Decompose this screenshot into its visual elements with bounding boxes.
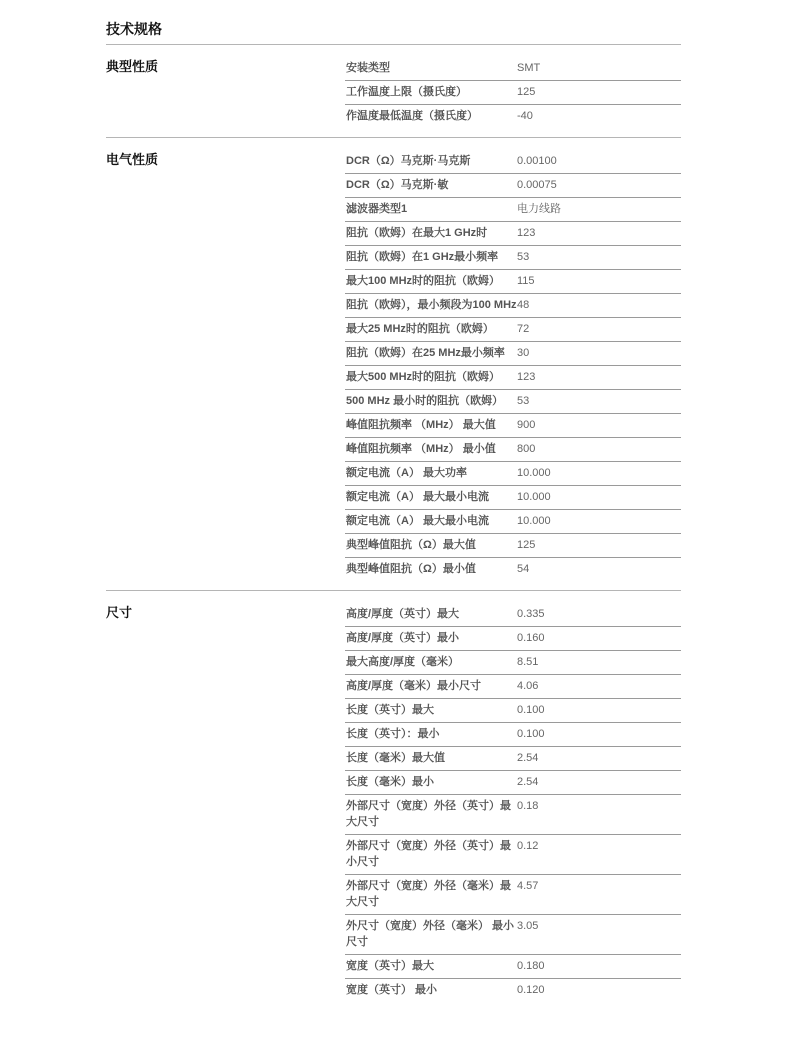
spec-label: 长度（毫米）最大值 <box>346 752 445 764</box>
spec-label: 最大100 MHz时的阻抗（欧姆） <box>346 275 501 287</box>
section-typical-properties <box>106 45 681 138</box>
spec-label: 外部尺寸（宽度）外径（英寸）最小尺寸 <box>346 840 511 868</box>
spec-value: 0.00100 <box>517 155 557 167</box>
spec-row <box>345 222 681 246</box>
spec-value: 115 <box>517 275 535 287</box>
spec-value: 800 <box>517 443 536 455</box>
spec-value: 125 <box>517 539 536 551</box>
spec-row <box>345 174 681 198</box>
spec-label: 外部尺寸（宽度）外径（毫米）最大尺寸 <box>346 880 511 908</box>
spec-value: 0.00075 <box>517 179 557 191</box>
spec-value: 0.120 <box>517 984 545 996</box>
spec-label: 峰值阻抗频率 （MHz） 最小值 <box>346 443 496 455</box>
spec-row <box>345 627 681 651</box>
section-heading: 电气性质 <box>106 152 159 167</box>
spec-row <box>345 651 681 675</box>
spec-container <box>106 0 681 1011</box>
spec-row <box>345 558 681 581</box>
spec-row <box>345 699 681 723</box>
spec-row <box>345 675 681 699</box>
spec-label: 峰值阻抗频率 （MHz） 最大值 <box>346 419 496 431</box>
spec-value: 0.100 <box>517 728 545 740</box>
spec-row <box>345 835 681 875</box>
spec-row <box>345 747 681 771</box>
spec-value: 125 <box>517 86 536 98</box>
spec-label: 阻抗（欧姆）在1 GHz最小频率 <box>346 251 499 263</box>
spec-value: SMT <box>517 62 541 74</box>
spec-row <box>345 462 681 486</box>
spec-row <box>345 771 681 795</box>
spec-value: 0.12 <box>517 840 539 852</box>
spec-row <box>345 390 681 414</box>
spec-value: 0.180 <box>517 960 545 972</box>
spec-value: 0.18 <box>517 800 539 812</box>
spec-value: 30 <box>517 347 530 359</box>
spec-value: 10.000 <box>517 515 551 527</box>
spec-value: 4.06 <box>517 680 539 692</box>
spec-value: -40 <box>517 110 533 122</box>
spec-label: 最大高度/厚度（毫米） <box>346 656 460 668</box>
spec-row <box>345 723 681 747</box>
spec-value: 0.160 <box>517 632 545 644</box>
spec-label: DCR（Ω）马克斯·马克斯 <box>346 155 471 167</box>
spec-row <box>345 534 681 558</box>
spec-value: 123 <box>517 371 536 383</box>
spec-label: 长度（英寸）：最小 <box>346 728 440 740</box>
spec-label: 额定电流（A） 最大最小电流 <box>346 491 489 503</box>
spec-value: 2.54 <box>517 752 539 764</box>
spec-table <box>345 150 681 581</box>
spec-label: 典型峰值阻抗（Ω）最大值 <box>346 539 476 551</box>
spec-label: 阻抗（欧姆），最小频段为100 MHz <box>346 299 517 311</box>
spec-row <box>345 603 681 627</box>
spec-label: 外部尺寸（宽度）外径（英寸）最大尺寸 <box>346 800 511 828</box>
spec-value: 53 <box>517 251 530 263</box>
spec-value: 54 <box>517 563 530 575</box>
spec-label: 500 MHz 最小时的阻抗（欧姆） <box>346 395 504 407</box>
spec-label: 工作温度上限（摄氏度） <box>346 86 467 98</box>
spec-row <box>345 270 681 294</box>
spec-label: 阻抗（欧姆）在25 MHz最小频率 <box>346 347 505 359</box>
spec-label: 额定电流（A） 最大最小电流 <box>346 515 489 527</box>
spec-value: 4.57 <box>517 880 539 892</box>
spec-table <box>345 57 681 128</box>
spec-row <box>345 294 681 318</box>
spec-value: 3.05 <box>517 920 539 932</box>
spec-value: 48 <box>517 299 530 311</box>
spec-row <box>345 366 681 390</box>
spec-label: 高度/厚度（毫米）最小尺寸 <box>346 680 482 692</box>
spec-value: 10.000 <box>517 467 551 479</box>
spec-label: 安装类型 <box>346 62 390 74</box>
spec-row <box>345 342 681 366</box>
spec-label: 长度（英寸）最大 <box>346 704 434 716</box>
page-title: 技术规格 <box>106 0 681 45</box>
spec-value: 123 <box>517 227 536 239</box>
spec-row <box>345 510 681 534</box>
spec-label: 长度（毫米）最小 <box>346 776 434 788</box>
spec-label: 高度/厚度（英寸）最大 <box>346 608 460 620</box>
spec-value: 53 <box>517 395 530 407</box>
spec-row <box>345 105 681 128</box>
spec-value: 2.54 <box>517 776 539 788</box>
spec-label: 宽度（英寸） 最小 <box>346 984 438 996</box>
spec-value: 0.100 <box>517 704 545 716</box>
section-heading: 典型性质 <box>106 59 159 74</box>
spec-value: 8.51 <box>517 656 539 668</box>
spec-value: 电力线路 <box>517 203 561 215</box>
spec-row <box>345 979 681 1002</box>
spec-sections <box>106 45 681 1011</box>
spec-row <box>345 57 681 81</box>
spec-value: 72 <box>517 323 530 335</box>
spec-label: 最大25 MHz时的阻抗（欧姆） <box>346 323 494 335</box>
spec-row <box>345 150 681 174</box>
spec-label: 作温度最低温度（摄氏度） <box>346 110 478 122</box>
spec-label: 额定电流（A） 最大功率 <box>346 467 467 479</box>
spec-label: DCR（Ω）马克斯·敏 <box>346 179 449 191</box>
spec-label: 最大500 MHz时的阻抗（欧姆） <box>346 371 501 383</box>
spec-value: 0.335 <box>517 608 545 620</box>
spec-row <box>345 795 681 835</box>
spec-label: 宽度（英寸）最大 <box>346 960 434 972</box>
spec-value: 900 <box>517 419 536 431</box>
spec-row <box>345 955 681 979</box>
spec-value: 10.000 <box>517 491 551 503</box>
spec-row <box>345 198 681 222</box>
spec-label: 阻抗（欧姆）在最大1 GHz时 <box>346 227 488 239</box>
spec-row <box>345 246 681 270</box>
section-heading: 尺寸 <box>106 605 133 620</box>
spec-row <box>345 81 681 105</box>
spec-table <box>345 603 681 1002</box>
spec-label: 滤波器类型1 <box>346 203 408 215</box>
section-dimensions <box>106 591 681 1011</box>
spec-row <box>345 438 681 462</box>
spec-row <box>345 414 681 438</box>
spec-row <box>345 486 681 510</box>
spec-row <box>345 875 681 915</box>
spec-label: 外尺寸（宽度）外径（毫米） 最小尺寸 <box>346 920 515 948</box>
spec-row <box>345 318 681 342</box>
spec-label: 典型峰值阻抗（Ω）最小值 <box>346 563 476 575</box>
spec-row <box>345 915 681 955</box>
section-electrical-properties <box>106 138 681 591</box>
spec-label: 高度/厚度（英寸）最小 <box>346 632 460 644</box>
